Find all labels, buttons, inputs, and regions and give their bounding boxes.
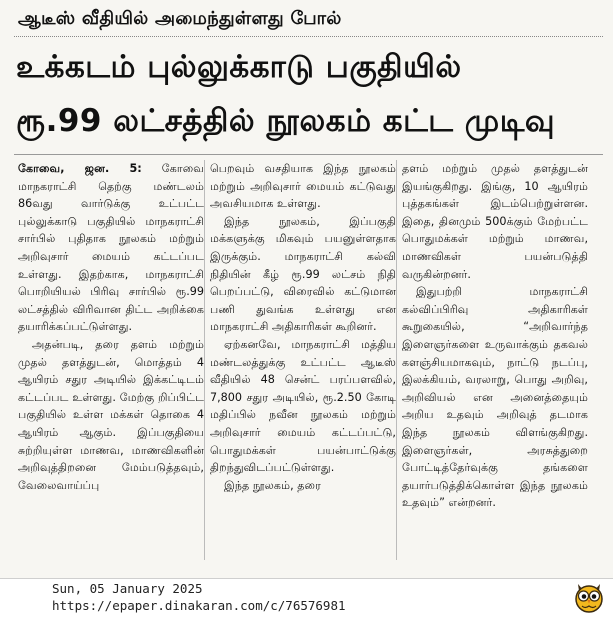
column-divider — [396, 160, 397, 560]
publish-date: Sun, 05 January 2025 — [52, 581, 203, 596]
article-column-3 — [402, 160, 588, 564]
source-url[interactable]: https://epaper.dinakaran.com/c/76576981 — [52, 598, 346, 613]
paragraph-text: கோவை மாநகராட்சி தெற்கு மண்டலம் 86வது வார்டுக்கு உட்பட்ட புல்லுக்காடு பகுதியில் மாநகராட்சி சார்பில் புதிதாக நூலகம் மற்றும் அறிவுசார் மையம் கட்டப்பட உள்ளது. இதற்காக, மாநகராட்சி பொறியியல் பிரிவு சார்பில் ரூ.99 லட்சத்தில் விரிவான திட்ட அறிக்கை தயாரிக்கப்பட்டுள்ளது. — [18, 162, 204, 334]
column-divider — [204, 160, 205, 560]
paragraph: இந்த நூலகம், இப்பகுதி மக்களுக்கு மிகவும் பயனுள்ளதாக இருக்கும். மாநகராட்சி கல்வி நிதியின் கீழ் ரூ.99 லட்சம் நிதி பெறப்பட்டு, விரைவில் கட்டுமான பணி துவங்க உள்ளது என மாநகராட்சி அதிகாரிகள் கூறினர். — [210, 214, 396, 334]
article-column-2 — [210, 160, 396, 564]
paragraph — [18, 160, 204, 336]
paragraph: அதன்படி, தரை தளம் மற்றும் முதல் தளத்துடன், மொத்தம் 4 ஆயிரம் சதுர அடியில் இக்கட்டிடம் கட்டப்பட உள்ளது. மேற்கு றிப்பிட்ட பகுதியில் உள்ள மக்கள் தொகை 4 ஆயிரம் ஆகும். இப்பகுதியை சுற்றியுள்ள மாணவ, மாணவிகளின் அறிவுத்திறனை மேம்படுத்தவும், வேலைவாய்ப்பு — [18, 337, 204, 492]
headline-divider — [14, 154, 603, 155]
article-column-1 — [18, 160, 204, 564]
paragraph: ஏற்கனவே, மாநகராட்சி மத்திய மண்டலத்துக்கு உட்பட்ட ஆடீஸ் வீதியில் 48 சென்ட் பரப்பளவில், 7,800 சதுர அடியில், ரூ.2.50 கோடி மதிப்பில் நவீன நூலகம் மற்றும் அறிவுசார் மையம் கட்டப்பட்டு, பொதுமக்கள் பயன்பாட்டுக்கு திறந்துவிடப்பட்டுள்ளது. — [210, 337, 396, 475]
headline-line-2: ரூ.99 லட்சத்தில் நூலகம் கட்ட முடிவு — [16, 103, 556, 139]
paragraph: பெறவும் வசதியாக இந்த நூலகம் மற்றும் அறிவுசார் மையம் கட்டுவது அவசியமாக உள்ளது. — [210, 162, 396, 211]
owl-icon — [572, 580, 606, 614]
paragraph: இதுபற்றி மாநகராட்சி கல்விப்பிரிவு அதிகாரிகள் கூறுகையில், “அறிவார்ந்த இளைஞர்களை உருவாக்கும் தகவல் களஞ்சியமாகவும், நாட்டு நடப்பு, இலக்கியம், வரலாறு, பொது அறிவு, அறிவியல் என அனைத்தையும் அறிய உதவும் அறிவுத் தடமாக இந்த நூலகம் விளங்குகிறது. இளைஞர்கள், அரசுத்துறை போட்டித்தேர்வுக்கு தங்களை தயார்படுத்திக்கொள்ள இந்த நூலகம் உதவும்” என்றனர். — [402, 285, 588, 510]
paragraph: தளம் மற்றும் முதல் தளத்துடன் இயங்குகிறது. இங்கு, 10 ஆயிரம் புத்தகங்கள் இடம்பெற்றுள்ளன. இதை, தினமும் 500க்கும் மேற்பட்ட பொதுமக்கள் மற்றும் மாணவ, மாணவிகள் பயன்படுத்தி வருகின்றனர். — [402, 162, 588, 281]
source-footer — [52, 580, 346, 614]
dateline: கோவை, ஜன. 5: — [18, 162, 142, 175]
paragraph: இந்த நூலகம், தரை — [224, 478, 321, 492]
kicker-subheading: ஆடீஸ் வீதியில் அமைந்துள்ளது போல் — [18, 8, 342, 29]
headline-line-1: உக்கடம் புல்லுக்காடு பகுதியில் — [16, 49, 462, 85]
kicker-divider — [14, 36, 603, 37]
